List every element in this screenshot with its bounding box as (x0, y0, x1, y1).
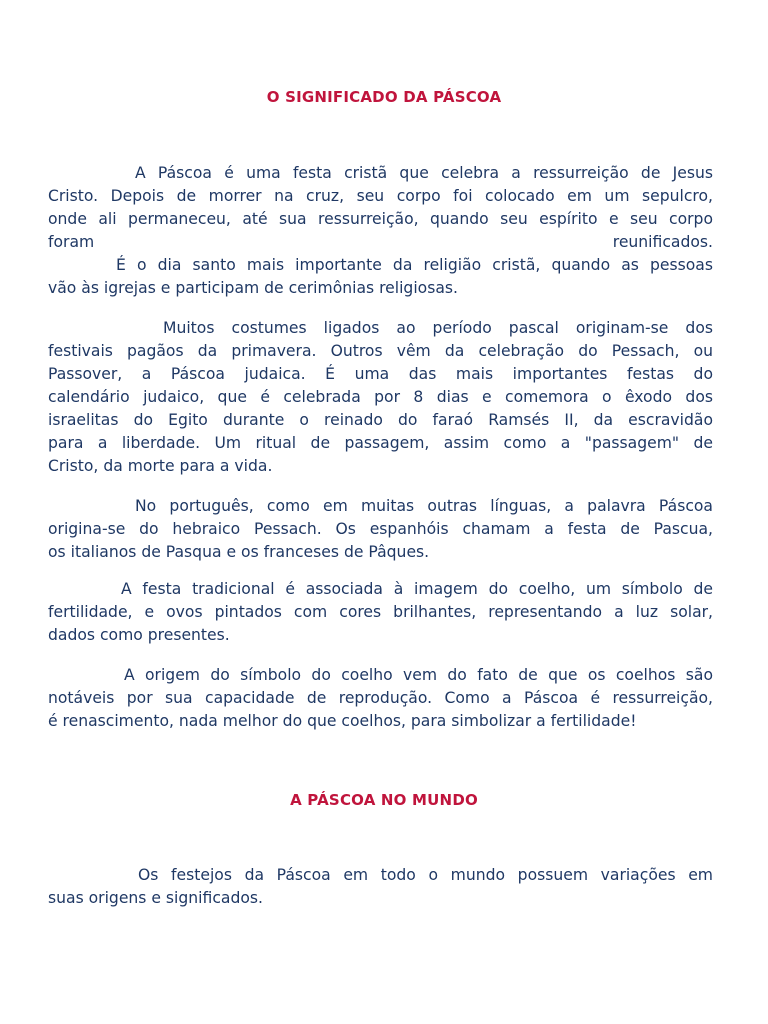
paragraph-line: dados como presentes. (48, 626, 230, 644)
paragraph-line: A Páscoa é uma festa cristã que celebra a ressurreição de Jesus (135, 164, 713, 182)
paragraph-5 (48, 578, 713, 647)
paragraph-line: festivais pagãos da primavera. Outros vêm da celebração do Pessach, ou (48, 342, 713, 360)
paragraph-line: para a liberdade. Um ritual de passagem, assim como a "passagem" de (48, 434, 713, 452)
paragraph-line: fertilidade, e ovos pintados com cores brilhantes, representando a luz solar, (48, 603, 713, 621)
paragraph-2 (48, 254, 713, 300)
paragraph-6 (48, 664, 713, 733)
page-title: O SIGNIFICADO DA PÁSCOA (266, 88, 502, 106)
paragraph-line: Cristo. Depois de morrer na cruz, seu corpo foi colocado em um sepulcro, (48, 187, 713, 205)
paragraph-line: A origem do símbolo do coelho vem do fato de que os coelhos são (124, 666, 713, 684)
paragraph-line: A festa tradicional é associada à imagem do coelho, um símbolo de (121, 580, 713, 598)
paragraph-line: No português, como em muitas outras línguas, a palavra Páscoa (135, 497, 713, 515)
paragraph-line: Os festejos da Páscoa em todo o mundo possuem variações em (138, 866, 713, 884)
paragraph-line: é renascimento, nada melhor do que coelhos, para simbolizar a fertilidade! (48, 712, 637, 730)
section-title: A PÁSCOA NO MUNDO (290, 791, 478, 809)
paragraph-4 (48, 495, 713, 564)
paragraph-line: notáveis por sua capacidade de reprodução. Como a Páscoa é ressurreição, (48, 689, 713, 707)
paragraph-line: Cristo, da morte para a vida. (48, 457, 273, 475)
paragraph-line: os italianos de Pasqua e os franceses de Pâques. (48, 543, 430, 561)
paragraph-line: Muitos costumes ligados ao período pascal originam-se dos (163, 319, 713, 337)
paragraph-line: foram reunificados. (48, 233, 713, 251)
paragraph-line: vão às igrejas e participam de cerimônias religiosas. (48, 279, 458, 297)
paragraph-line: origina-se do hebraico Pessach. Os espanhóis chamam a festa de Pascua, (48, 520, 713, 538)
paragraph-line: suas origens e significados. (48, 889, 263, 907)
paragraph-3 (48, 317, 713, 478)
paragraph-1 (48, 162, 713, 254)
paragraph-line: Passover, a Páscoa judaica. É uma das mais importantes festas do (48, 365, 713, 383)
paragraph-line: israelitas do Egito durante o reinado do faraó Ramsés II, da escravidão (48, 411, 713, 429)
paragraph-line: onde ali permaneceu, até sua ressurreição, quando seu espírito e seu corpo (48, 210, 713, 228)
paragraph-line: calendário judaico, que é celebrada por 8 dias e comemora o êxodo dos (48, 388, 713, 406)
paragraph-line: É o dia santo mais importante da religião cristã, quando as pessoas (116, 256, 713, 274)
paragraph-7 (48, 864, 713, 910)
